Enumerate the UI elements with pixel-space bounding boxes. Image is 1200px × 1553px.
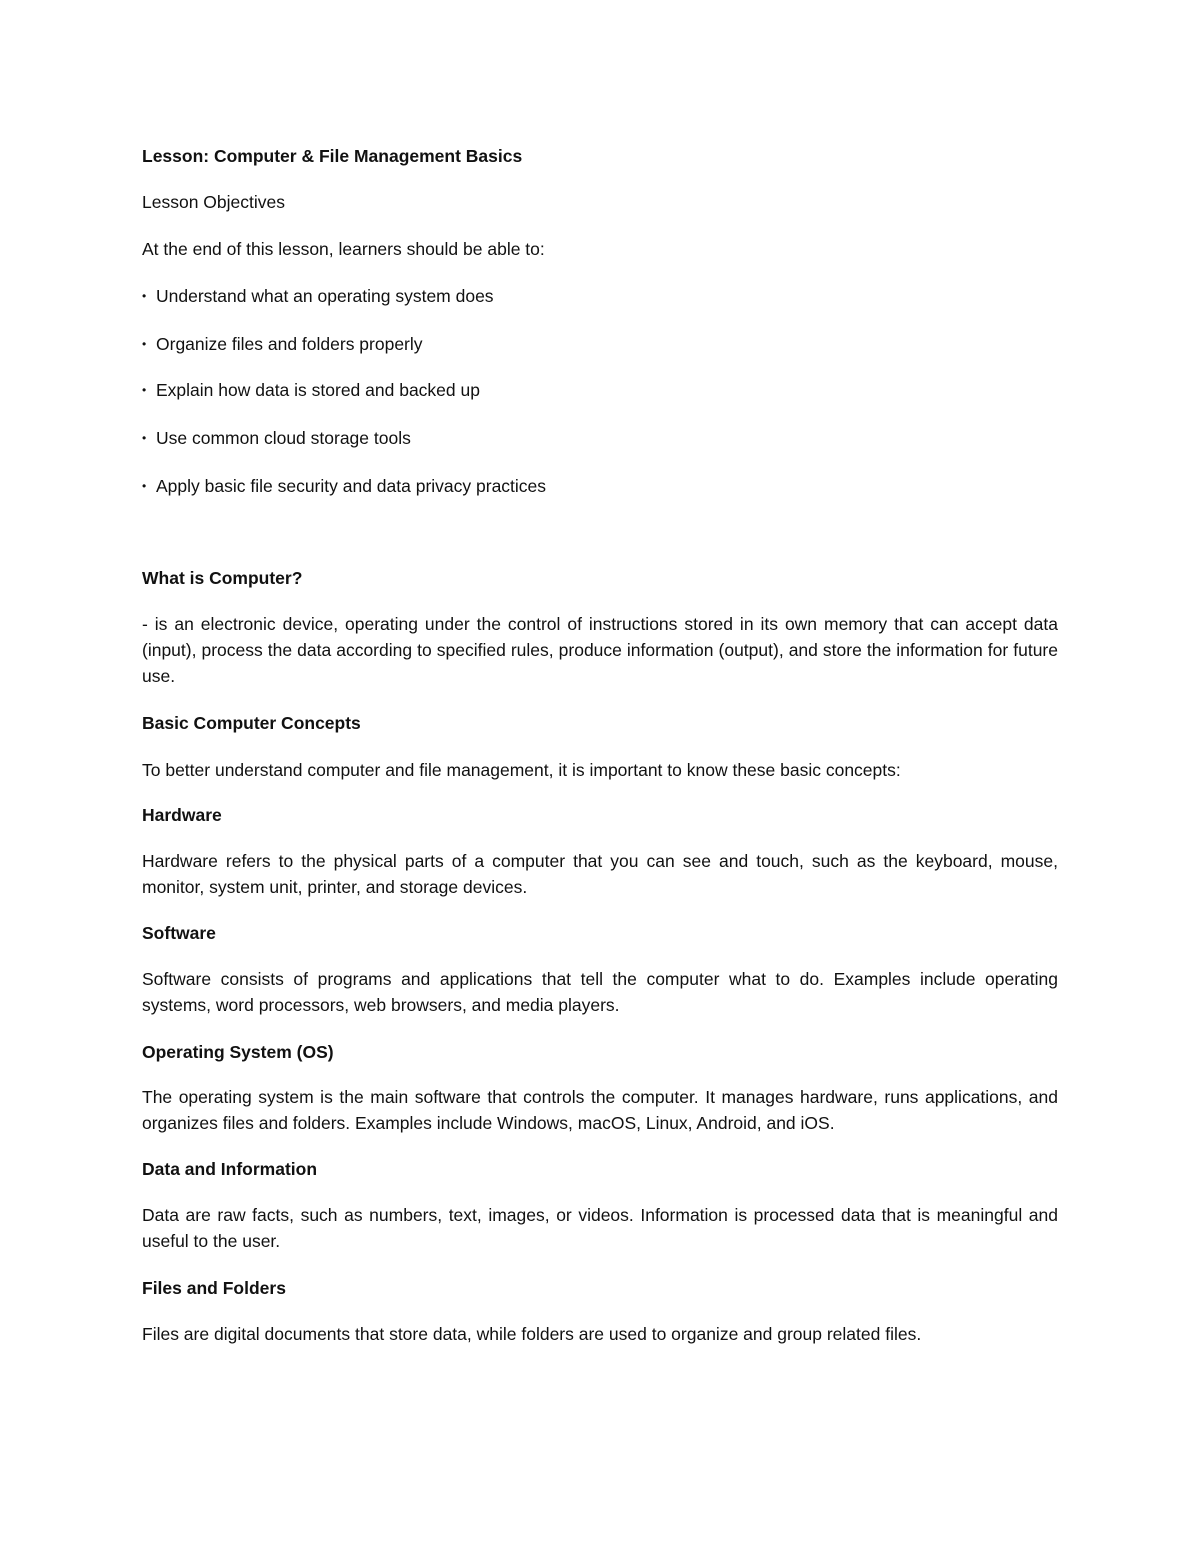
objective-item — [142, 283, 494, 309]
hardware-body: Hardware refers to the physical parts of a computer that you can see and touch, such as the keyboard, mouse, monitor, system unit, printer, and storage devices. — [142, 851, 1058, 897]
bullet-icon: • — [142, 431, 147, 445]
bullet-icon: • — [142, 289, 147, 303]
software-heading: Software — [142, 923, 216, 943]
objective-text: Apply basic file security and data privacy practices — [156, 476, 547, 496]
files-folders-body: Files are digital documents that store data, while folders are used to organize and group related files. — [142, 1324, 922, 1344]
objective-text: Explain how data is stored and backed up — [156, 380, 480, 400]
bullet-icon: • — [142, 479, 147, 493]
lesson-title: Lesson: Computer & File Management Basics — [142, 146, 523, 166]
objective-item — [142, 377, 480, 403]
operating-system-heading: Operating System (OS) — [142, 1042, 334, 1062]
objective-text: Organize files and folders properly — [156, 334, 423, 354]
objective-text: Understand what an operating system does — [156, 286, 494, 306]
data-information-body: Data are raw facts, such as numbers, text, images, or videos. Information is processed data that is meaningful and useful to the user. — [142, 1205, 1058, 1251]
objectives-intro: At the end of this lesson, learners should be able to: — [142, 239, 545, 259]
hardware-heading: Hardware — [142, 805, 222, 825]
objective-item — [142, 331, 423, 357]
bullet-icon: • — [142, 383, 147, 397]
files-folders-heading: Files and Folders — [142, 1278, 286, 1298]
objectives-heading: Lesson Objectives — [142, 192, 285, 212]
computer-definition: - is an electronic device, operating under the control of instructions stored in its own memory that can accept data (input), process the data according to specified rules, produce information (output), and store the information for future use. — [142, 614, 1058, 686]
software-body: Software consists of programs and applications that tell the computer what to do. Examples include operating systems, word processors, web browsers, and media players. — [142, 969, 1058, 1015]
operating-system-body: The operating system is the main software that controls the computer. It manages hardware, runs applications, and organizes files and folders. Examples include Windows, macOS, Linux, Android, and iOS. — [142, 1087, 1058, 1133]
bullet-icon: • — [142, 337, 147, 351]
objective-item — [142, 425, 411, 451]
basic-concepts-intro: To better understand computer and file management, it is important to know these basic concepts: — [142, 760, 901, 780]
what-is-computer-heading: What is Computer? — [142, 568, 303, 588]
data-information-heading: Data and Information — [142, 1159, 318, 1179]
objective-item — [142, 473, 546, 499]
basic-concepts-heading: Basic Computer Concepts — [142, 713, 361, 733]
objective-text: Use common cloud storage tools — [156, 428, 411, 448]
